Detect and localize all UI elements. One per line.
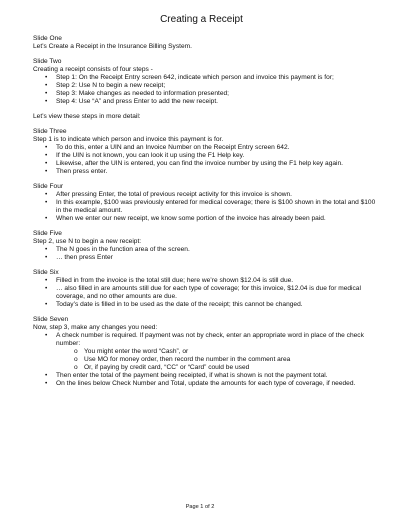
bullet-item: [33, 160, 380, 168]
bullet-marker: •: [45, 160, 48, 167]
bullet-text: Today’s date is filled in to be used as the date of the receipt; this cannot be changed.: [56, 301, 303, 308]
bullet-marker: •: [45, 372, 48, 379]
sub-bullet-item: [56, 356, 380, 364]
bullet-item: [33, 168, 380, 176]
paragraph: Now, step 3, make any changes you need:: [33, 324, 158, 331]
sub-bullet-list: [56, 348, 380, 372]
bullet-list: [33, 246, 380, 262]
bullet-item: [33, 152, 380, 160]
bullet-item: [33, 285, 380, 301]
bullet-text: A check number is required. If payment was not by check, enter an appropriate word in place of the check number:: [56, 332, 364, 347]
bullet-marker: •: [45, 144, 48, 151]
bullet-item: [33, 98, 380, 106]
paragraph: Creating a receipt consists of four steps -: [33, 66, 153, 73]
bullet-marker: •: [45, 246, 48, 253]
sub-bullet-marker: o: [74, 348, 78, 355]
bullet-text: Step 4: Use “A” and press Enter to add the new receipt.: [56, 98, 219, 105]
paragraph: Let’s Create a Receipt in the Insurance Billing System.: [33, 43, 192, 50]
bullet-item: [33, 246, 380, 254]
bullet-text: When we enter our new receipt, we know some portion of the invoice has already been paid.: [56, 215, 326, 222]
paragraph: Let’s view these steps in more detail:: [33, 113, 141, 120]
bullet-marker: •: [45, 285, 48, 292]
bullet-marker: •: [45, 168, 48, 175]
sub-bullet-item: [56, 348, 380, 356]
section-heading: Slide One: [33, 35, 62, 42]
bullet-marker: •: [45, 82, 48, 89]
section: [33, 128, 380, 176]
section: [33, 269, 380, 309]
bullet-marker: •: [45, 74, 48, 81]
bullet-text: Then press enter.: [56, 168, 108, 175]
bullet-list: [33, 277, 380, 309]
sub-bullet-text: You might enter the word “Cash”, or: [84, 348, 189, 355]
sub-bullet-marker: o: [74, 364, 78, 371]
bullet-text: Step 3: Make changes as needed to information presented;: [56, 90, 230, 97]
bullet-marker: •: [45, 90, 48, 97]
bullet-text: If the UIN is not known, you can look it up using the F1 Help key.: [56, 152, 245, 159]
bullet-item: [33, 215, 380, 223]
paragraph: Step 2, use N to begin a new receipt:: [33, 238, 142, 245]
bullet-item: [33, 90, 380, 98]
bullet-text: Step 1: On the Receipt Entry screen 642, indicate which person and invoice this payment is for;: [56, 74, 334, 81]
section-heading: Slide Five: [33, 230, 62, 237]
section-heading: Slide Seven: [33, 316, 69, 323]
document-body: [33, 35, 380, 388]
bullet-list: [33, 191, 380, 223]
bullet-item: [33, 372, 380, 380]
bullet-text: Step 2: Use N to begin a new receipt;: [56, 82, 166, 89]
bullet-marker: •: [45, 215, 48, 222]
section: [33, 230, 380, 262]
bullet-text: To do this, enter a UIN and an Invoice Number on the Receipt Entry screen 642.: [56, 144, 290, 151]
bullet-text: Likewise, after the UIN is entered, you can find the invoice number by using the F1 help key again.: [56, 160, 343, 167]
bullet-marker: •: [45, 332, 48, 339]
section-heading: Slide Two: [33, 58, 62, 65]
bullet-item: [33, 144, 380, 152]
bullet-item: [33, 301, 380, 309]
bullet-list: [33, 74, 380, 106]
bullet-list: [33, 144, 380, 176]
sub-bullet-marker: o: [74, 356, 78, 363]
bullet-marker: •: [45, 301, 48, 308]
sub-bullet-item: [56, 364, 380, 372]
bullet-item: [33, 277, 380, 285]
bullet-item: [33, 191, 380, 199]
bullet-marker: •: [45, 152, 48, 159]
bullet-text: In this example, $100 was previously entered for medical coverage; there is $100 shown in the total and $100 in the medical amount.: [56, 199, 376, 214]
sub-bullet-text: Or, if paying by credit card, “CC” or “Card” could be used: [84, 364, 250, 371]
section-heading: Slide Three: [33, 128, 67, 135]
section-heading: Slide Six: [33, 269, 59, 276]
section: [33, 58, 380, 106]
bullet-marker: •: [45, 277, 48, 284]
bullet-text: … then press Enter: [56, 254, 113, 261]
bullet-text: The N goes in the function area of the screen.: [56, 246, 190, 253]
bullet-marker: •: [45, 98, 48, 105]
page-footer: Page 1 of 2: [185, 504, 215, 510]
bullet-marker: •: [45, 191, 48, 198]
bullet-text: After pressing Enter, the total of previous receipt activity for this invoice is shown.: [56, 191, 293, 198]
bullet-item: [33, 199, 380, 215]
bullet-item: [33, 332, 380, 372]
bullet-marker: •: [45, 254, 48, 261]
sub-bullet-text: Use MO for money order, then record the number in the comment area: [84, 356, 291, 363]
section: [33, 316, 380, 388]
paragraph: Step 1 is to indicate which person and invoice this payment is for.: [33, 136, 224, 143]
bullet-text: On the lines below Check Number and Total, update the amounts for each type of coverage, if needed.: [56, 380, 356, 387]
section: [33, 183, 380, 223]
section-heading: Slide Four: [33, 183, 64, 190]
bullet-item: [33, 380, 380, 388]
bullet-text: Then enter the total of the payment being receipted, if what is shown is not the payment total.: [56, 372, 328, 379]
bullet-text: … also filled in are amounts still due for each type of coverage; for this invoice, $12.04 is due for medical coverage, and no other amounts are due.: [56, 285, 361, 300]
bullet-item: [33, 74, 380, 82]
bullet-text: Filled in from the invoice is the total still due; here we’re shown $12.04 is still due.: [56, 277, 294, 284]
bullet-item: [33, 82, 380, 90]
section: [33, 113, 380, 121]
section: [33, 35, 380, 51]
bullet-marker: •: [45, 199, 48, 206]
page-title: Creating a Receipt: [160, 14, 243, 25]
bullet-list: [33, 332, 380, 388]
bullet-marker: •: [45, 380, 48, 387]
bullet-item: [33, 254, 380, 262]
